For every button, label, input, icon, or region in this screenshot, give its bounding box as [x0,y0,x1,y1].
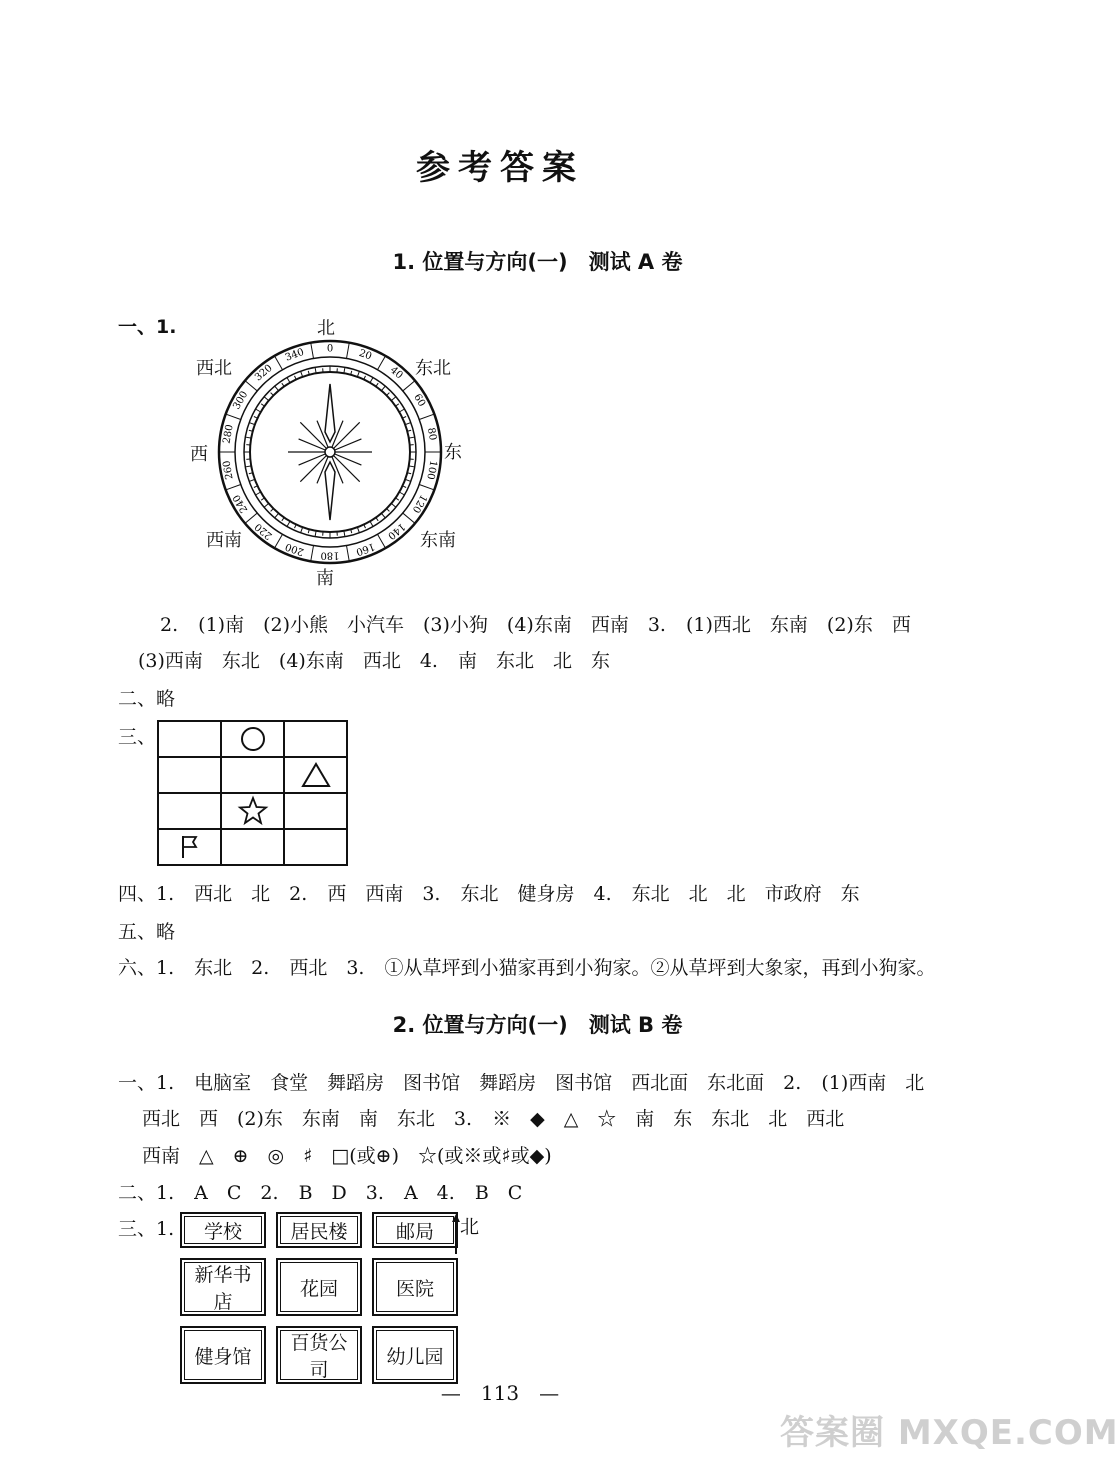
grid-cell [158,721,221,757]
grid-cell [221,793,284,829]
part-b-line-2: 西北 西 (2)东 东南 南 东北 3. ※ ◆ △ ☆ 南 东 东北 北 西北 [142,1108,845,1130]
map-block: 居民楼 [276,1212,362,1248]
watermark-logo: 答案圈 MXQE.COM [780,1413,1119,1453]
grid-cell [284,757,347,793]
compass-label-north: 北 [317,318,335,339]
grid-cell [158,793,221,829]
part-b-line-1: 一、1. 电脑室 食堂 舞蹈房 图书馆 舞蹈房 图书馆 西北面 东北面 2. (1)西南 北 [118,1072,925,1094]
compass-label-northeast: 东北 [415,358,451,379]
grid-cell [284,829,347,865]
north-arrow-label: 北 [460,1216,480,1238]
map-block: 新华书店 [180,1258,266,1316]
compass-degree-label: 340 [283,346,306,364]
part-a-line-2: (3)西南 东北 (4)东南 西北 4. 南 东北 北 东 [138,650,610,672]
compass-degree-label: 200 [283,540,306,558]
compass-dial [215,337,445,567]
part-a-q2: 二、略 [118,688,176,710]
compass-degree-label: 300 [231,389,251,412]
compass-needle-south [325,462,335,520]
compass-label-southeast: 东南 [420,530,456,551]
compass-question-label: 一、1. [118,316,177,338]
compass-label-southwest: 西南 [206,530,242,551]
compass-label-northwest: 西北 [196,358,232,379]
part-b-q3-label: 三、1. [118,1218,175,1240]
grid-cell [221,829,284,865]
compass-degree-label: 0 [326,343,334,355]
compass-label-west: 西 [190,444,208,465]
triangle-symbol-icon [301,761,331,789]
section-b-heading: 2. 位置与方向(一) 测试 B 卷 [392,1013,683,1037]
map-block: 幼儿园 [372,1326,458,1384]
grid-cell [284,721,347,757]
compass-label-east: 东 [444,442,462,463]
grid-cell [158,829,221,865]
map-block: 医院 [372,1258,458,1316]
flag-symbol-icon [178,834,202,860]
compass-degree-label: 160 [354,540,377,558]
compass-degree-label: 260 [221,459,236,481]
compass-label-south: 南 [316,568,334,589]
page-number: — 113 — [440,1381,560,1405]
compass-degree-label: 80 [424,426,438,442]
part-b-line-3: 西南 △ ⊕ ◎ ♯ □(或⊕) ☆(或※或♯或◆) [142,1145,552,1167]
compass-degree-label: 120 [409,492,429,515]
compass-degree-label: 240 [231,492,251,515]
compass-degree-label: 60 [411,392,428,409]
compass-needle-north [325,384,335,442]
compass-degree-label: 320 [252,362,275,384]
map-block: 花园 [276,1258,362,1316]
part-a-line-1: 2. (1)南 (2)小熊 小汽车 (3)小狗 (4)东南 西南 3. (1)西北 东南 (2)东 西 [160,614,911,636]
grid-cell [221,757,284,793]
compass-degree-label: 140 [385,520,408,542]
grid-cell [284,793,347,829]
map-block: 健身馆 [180,1326,266,1384]
map-block: 学校 [180,1212,266,1248]
part-b-q2: 二、1. A C 2. B D 3. A 4. B C [118,1182,523,1204]
grid-cell [158,757,221,793]
compass-degree-label: 40 [387,364,405,382]
compass-degree-label: 100 [424,459,439,481]
part-a-q4: 四、1. 西北 北 2. 西 西南 3. 东北 健身房 4. 东北 北 北 市政府 东 [118,883,860,905]
grid-cell [221,721,284,757]
star-symbol-icon [238,796,268,826]
map-block: 百货公司 [276,1326,362,1384]
part-a-q6: 六、1. 东北 2. 西北 3. ①从草坪到小猫家再到小狗家。②从草坪到大象家，再到小狗家。 [118,957,936,979]
section-a-heading: 1. 位置与方向(一) 测试 A 卷 [392,250,683,274]
position-grid [157,720,348,866]
part-a-q5: 五、略 [118,921,176,943]
compass-degree-label: 180 [320,549,340,561]
compass-degree-label: 280 [221,423,236,445]
circle-symbol-icon [239,725,267,753]
compass-degree-label: 20 [357,347,374,363]
map-block: 邮局 [372,1212,458,1248]
map-blocks [170,1202,468,1394]
part-a-q3-label: 三、 [118,726,157,748]
page-title: 参考答案 [416,148,584,188]
compass-degree-label: 220 [252,520,275,542]
